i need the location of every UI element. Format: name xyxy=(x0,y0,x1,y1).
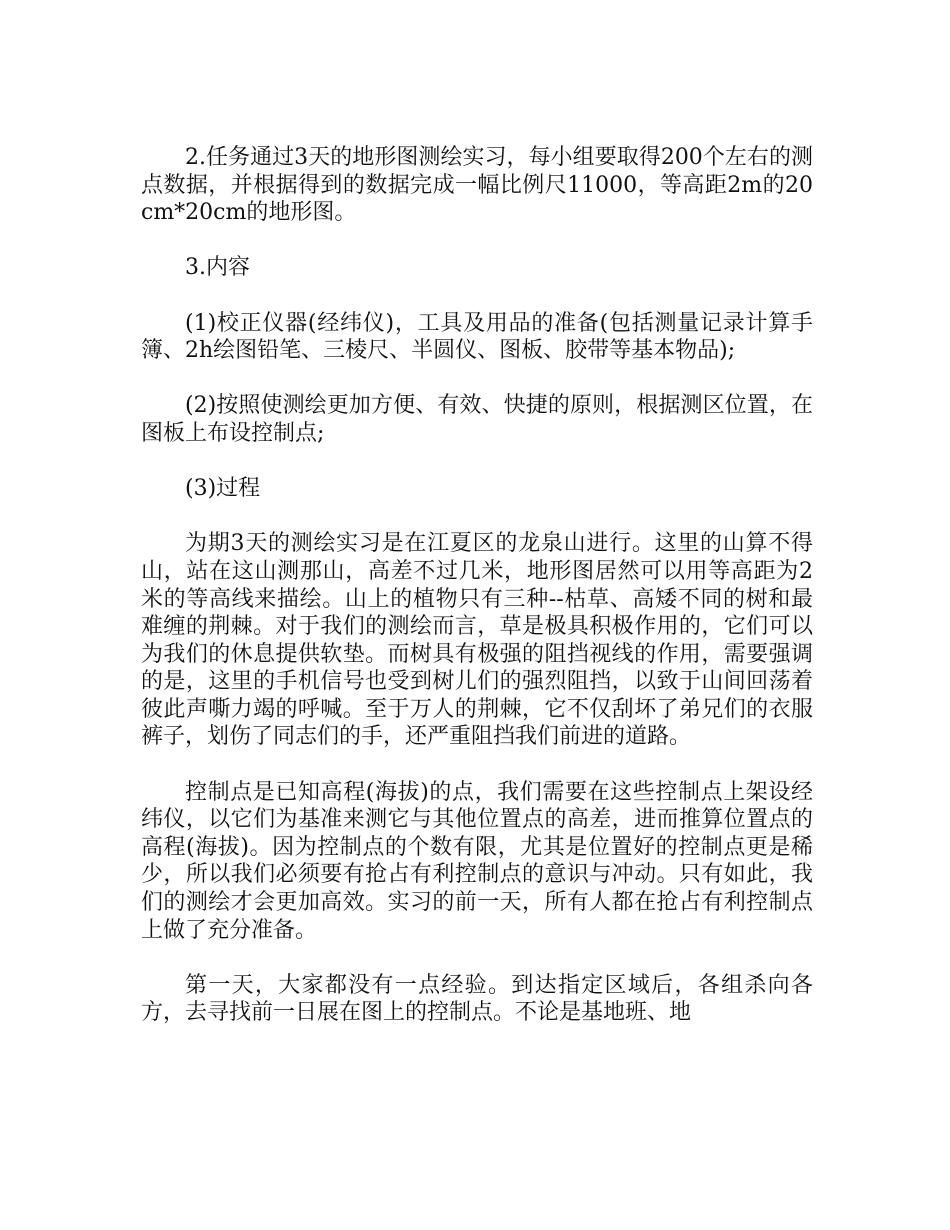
heading-process: (3)过程 xyxy=(185,476,261,502)
paragraph-process-intro: 为期3天的测绘实习是在江夏区的龙泉山进行。这里的山算不得山，站在这山测那山，高差不过几米，地形图居然可以用等高距为2米的等高线来描绘。山上的植物只有三种--枯草、高矮不同的树和最难缠的荆棘。对于我们的测绘而言，草是极具积极作用的，它们可以为我们的休息提供软垫。而树具有极强的阻挡视线的作用，需要强调的是，这里的手机信号也受到树儿们的强烈阻挡，以致于山间回荡着彼此声嘶力竭的呼喊。至于万人的荆棘，它不仅刮坏了弟兄们的衣服裤子，划伤了同志们的手，还严重阻挡我们前进的道路。 xyxy=(141,531,813,750)
paragraph-day-one: 第一天，大家都没有一点经验。到达指定区域后，各组杀向各方，去寻找前一日展在图上的控制点。不论是基地班、地 xyxy=(141,972,813,1026)
heading-content: 3.内容 xyxy=(185,255,250,281)
paragraph-item-1: (1)校正仪器(经纬仪)，工具及用品的准备(包括测量记录计算手簿、2h绘图铅笔、三棱尺、半圆仪、图板、胶带等基本物品); xyxy=(141,310,813,364)
paragraph-control-points: 控制点是已知高程(海拔)的点，我们需要在这些控制点上架设经纬仪，以它们为基准来测它与其他位置点的高差，进而推算位置点的高程(海拔)。因为控制点的个数有限，尤其是位置好的控制点更是稀少，所以我们必须要有抢占有利控制点的意识与冲动。只有如此，我们的测绘才会更加高效。实习的前一天，所有人都在抢占有利控制点上做了充分准备。 xyxy=(141,779,813,943)
document-body xyxy=(141,144,813,1027)
paragraph-task: 2.任务通过3天的地形图测绘实习，每小组要取得200个左右的测点数据，并根据得到的数据完成一幅比例尺11000，等高距2m的20cm*20cm的地形图。 xyxy=(141,145,813,226)
paragraph-item-2: (2)按照使测绘更加方便、有效、快捷的原则，根据测区位置，在图板上布设控制点; xyxy=(141,393,813,446)
